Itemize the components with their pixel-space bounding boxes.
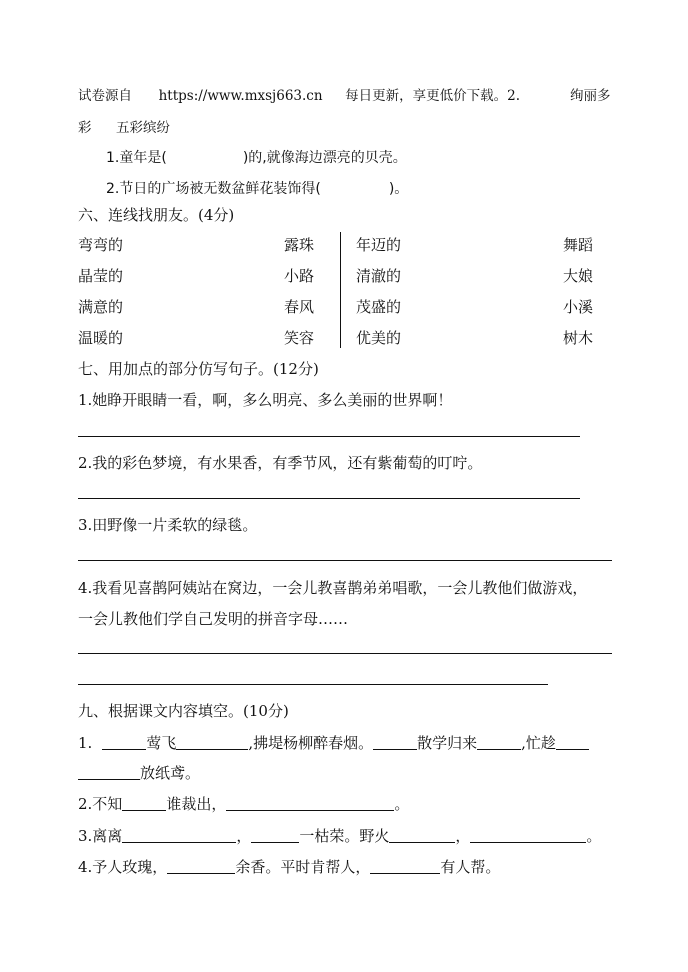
section7-q1: 1.她睁开眼睛一看，啊，多么明亮、多么美丽的世界啊！ bbox=[78, 391, 453, 409]
right-noun-1: 舞蹈 bbox=[563, 236, 594, 254]
section6-divider bbox=[340, 232, 341, 348]
right-word-2: 清澈的 bbox=[356, 267, 402, 285]
section9-q1-line1: 1. 莺飞 ,拂堤杨柳醉春烟。 散学归来 ,忙趁 bbox=[78, 732, 589, 753]
header-line bbox=[78, 84, 520, 104]
left-noun-4: 笑容 bbox=[284, 329, 315, 347]
blank-9-3b[interactable] bbox=[251, 828, 299, 843]
blank-9-4a[interactable] bbox=[167, 859, 235, 874]
answer-line-q1[interactable] bbox=[78, 436, 580, 437]
section7-q4-line2: 一会儿教他们学自己发明的拼音字母…… bbox=[78, 610, 349, 628]
section9-q3: 3.离离 ， 一枯荣。野火 ， 。 bbox=[78, 827, 602, 845]
header-slogan: 每日更新，享更低价下载。2. bbox=[345, 88, 521, 104]
section6-title: 六、连线找朋友。(4分) bbox=[78, 206, 235, 224]
blank-9-1c[interactable] bbox=[373, 735, 417, 750]
section7-title: 七、用加点的部分仿写句子。(12分) bbox=[78, 360, 319, 378]
answer-line-q4a[interactable] bbox=[78, 653, 612, 654]
right-noun-3: 小溪 bbox=[563, 298, 594, 316]
right-noun-4: 树木 bbox=[563, 329, 594, 347]
answer-line-q3[interactable] bbox=[78, 560, 612, 561]
right-noun-2: 大娘 bbox=[563, 267, 594, 285]
blank-9-4b[interactable] bbox=[370, 859, 440, 874]
left-word-2: 晶莹的 bbox=[78, 267, 124, 285]
section7-q4-line1: 4.我看见喜鹊阿姨站在窝边，一会儿教喜鹊弟弟唱歌，一会儿教他们做游戏， bbox=[78, 579, 588, 597]
answer-word-1a: 绚丽多 bbox=[570, 88, 611, 104]
section9-title: 九、根据课文内容填空。(10分) bbox=[78, 702, 289, 720]
header-url: https://www.mxsj663.cn bbox=[158, 88, 323, 104]
left-noun-2: 小路 bbox=[284, 267, 315, 285]
section9-q2: 2.不知 谁裁出， 。 bbox=[78, 795, 410, 813]
section7-q3: 3.田野像一片柔软的绿毯。 bbox=[78, 516, 258, 534]
fill-item-2: 2.节日的广场被无数盆鲜花装饰得( )。 bbox=[106, 181, 409, 197]
right-word-3: 茂盛的 bbox=[356, 298, 402, 316]
blank-9-3a[interactable] bbox=[122, 828, 236, 843]
blank-9-1d[interactable] bbox=[477, 735, 521, 750]
answer-word-2: 五彩缤纷 bbox=[116, 120, 170, 136]
blank-9-1b[interactable] bbox=[176, 735, 248, 750]
left-word-1: 弯弯的 bbox=[78, 236, 124, 254]
blank-9-2a[interactable] bbox=[122, 796, 166, 811]
blank-9-1f[interactable] bbox=[78, 765, 140, 780]
header-prefix: 试卷源自 bbox=[78, 88, 132, 104]
answer-line-q2[interactable] bbox=[78, 498, 580, 499]
section9-q4: 4.予人玫瑰， 余香。平时肯帮人， 有人帮。 bbox=[78, 858, 501, 876]
blank-9-2b[interactable] bbox=[226, 796, 394, 811]
answer-word-1b: 彩 bbox=[78, 120, 92, 136]
section9-q1-line2: 放纸鸢。 bbox=[78, 762, 200, 783]
blank-9-3d[interactable] bbox=[470, 828, 586, 843]
right-word-1: 年迈的 bbox=[356, 236, 402, 254]
blank-9-1a[interactable] bbox=[102, 735, 146, 750]
blank-9-3c[interactable] bbox=[389, 828, 455, 843]
answer-line-q4b[interactable] bbox=[78, 684, 548, 685]
left-word-4: 温暖的 bbox=[78, 329, 124, 347]
left-noun-1: 露珠 bbox=[284, 236, 315, 254]
fill-item-1: 1.童年是( )的,就像海边漂亮的贝壳。 bbox=[106, 150, 407, 166]
blank-9-1e[interactable] bbox=[556, 735, 589, 750]
right-word-4: 优美的 bbox=[356, 329, 402, 347]
left-noun-3: 春风 bbox=[284, 298, 315, 316]
section7-q2: 2.我的彩色梦境，有水果香，有季节风，还有紫葡萄的叮咛。 bbox=[78, 454, 483, 472]
left-word-3: 满意的 bbox=[78, 298, 124, 316]
